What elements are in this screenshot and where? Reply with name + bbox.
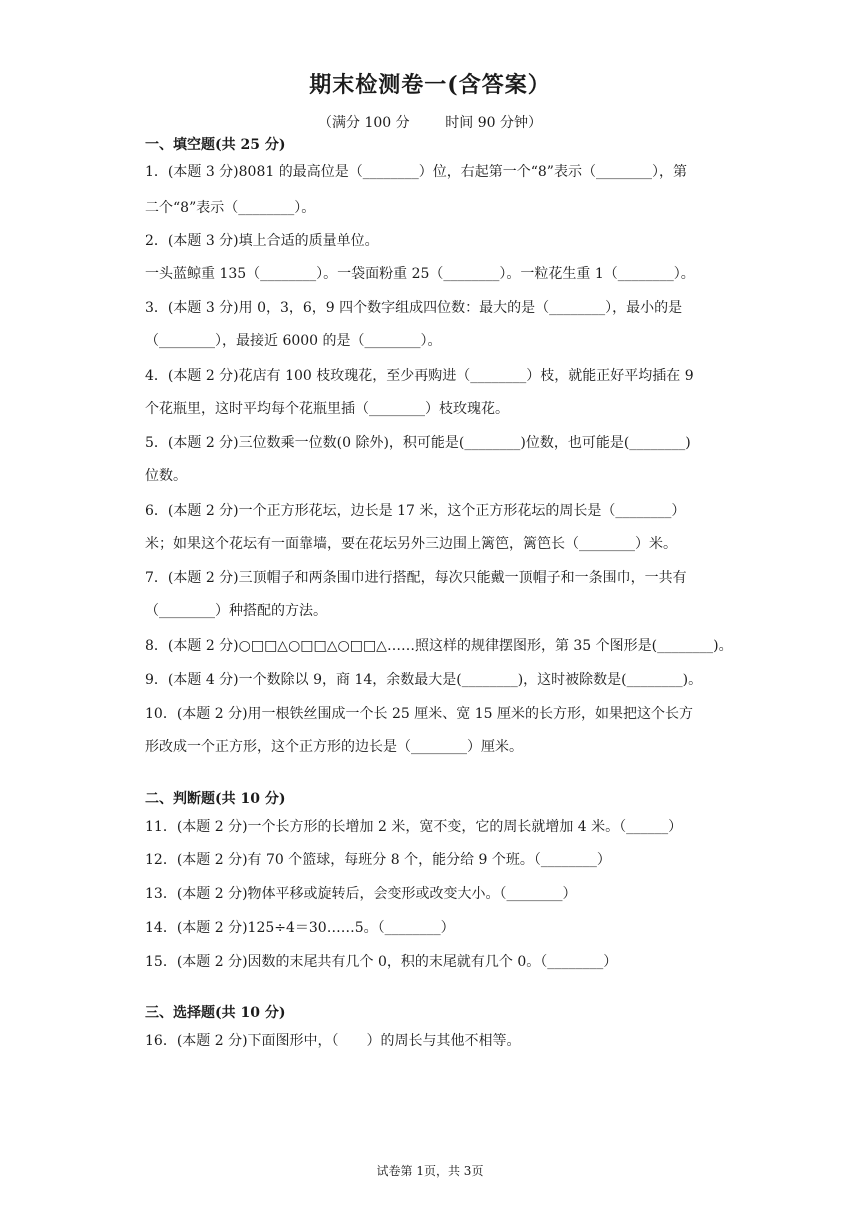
question-line: 16．(本题 2 分)下面图形中，（ ）的周长与其他不相等。	[145, 1033, 521, 1049]
page-title: 期末检测卷一(含答案）	[309, 72, 551, 98]
section-heading-judge: 二、判断题(共 10 分)	[145, 791, 286, 807]
question-line: 6．(本题 2 分)一个正方形花坛，边长是 17 米，这个正方形花坛的周长是（________）	[145, 503, 686, 519]
question-line: 2．(本题 3 分)填上合适的质量单位。	[145, 233, 379, 249]
exam-info: （满分 100 分 时间 90 分钟）	[318, 115, 542, 131]
question-line: 9．(本题 4 分)一个数除以 9，商 14，余数最大是(________)，这时被除数是(________)。	[145, 672, 703, 688]
question-line: 11．(本题 2 分)一个长方形的长增加 2 米，宽不变，它的周长就增加 4 米。（______）	[145, 819, 683, 835]
question-line: 位数。	[145, 468, 187, 484]
question-line: 15．(本题 2 分)因数的末尾共有几个 0，积的末尾就有几个 0。（________）	[145, 954, 618, 970]
question-line: 5．(本题 2 分)三位数乘一位数(0 除外)，积可能是(________)位数，也可能是(________)	[145, 435, 691, 451]
question-line: 10．(本题 2 分)用一根铁丝围成一个长 25 厘米、宽 15 厘米的长方形，如果把这个长方	[145, 706, 693, 722]
question-line: 4．(本题 2 分)花店有 100 枝玫瑰花，至少再购进（________）枝，就能正好平均插在 9	[145, 368, 694, 384]
question-line: 3．(本题 3 分)用 0，3，6，9 四个数字组成四位数：最大的是（________），最小的是	[145, 300, 683, 316]
question-line: （________），最接近 6000 的是（________）。	[145, 333, 442, 349]
question-line: 二个“8”表示（________）。	[145, 200, 316, 216]
page-footer: 试卷第 1页，共 3页	[376, 1164, 484, 1178]
question-line: 8．(本题 2 分)○□□△○□□△○□□△……照这样的规律摆图形，第 35 个图形是(________)。	[145, 638, 733, 654]
section-heading-fill: 一、填空题(共 25 分)	[145, 137, 286, 153]
question-line: （________）种搭配的方法。	[145, 603, 327, 619]
question-line: 14．(本题 2 分)125÷4＝30……5。（________）	[145, 920, 455, 936]
question-line: 12．(本题 2 分)有 70 个篮球，每班分 8 个，能分给 9 个班。（________）	[145, 852, 611, 868]
question-line: 1．(本题 3 分)8081 的最高位是（________）位，右起第一个“8”表示（________），第	[145, 164, 687, 180]
question-line: 7．(本题 2 分)三顶帽子和两条围巾进行搭配，每次只能戴一顶帽子和一条围巾，一共有	[145, 570, 687, 586]
question-line: 米；如果这个花坛有一面靠墙，要在花坛另外三边围上篱笆，篱笆长（________）米。	[145, 536, 677, 552]
section-heading-choice: 三、选择题(共 10 分)	[145, 1005, 286, 1021]
question-line: 一头蓝鲸重 135（________）。一袋面粉重 25（________）。一粒花生重 1（________）。	[145, 266, 695, 282]
question-line: 形改成一个正方形，这个正方形的边长是（________）厘米。	[145, 739, 523, 755]
question-line: 13．(本题 2 分)物体平移或旋转后，会变形或改变大小。（________）	[145, 886, 577, 902]
question-line: 个花瓶里，这时平均每个花瓶里插（________）枝玫瑰花。	[145, 401, 509, 417]
